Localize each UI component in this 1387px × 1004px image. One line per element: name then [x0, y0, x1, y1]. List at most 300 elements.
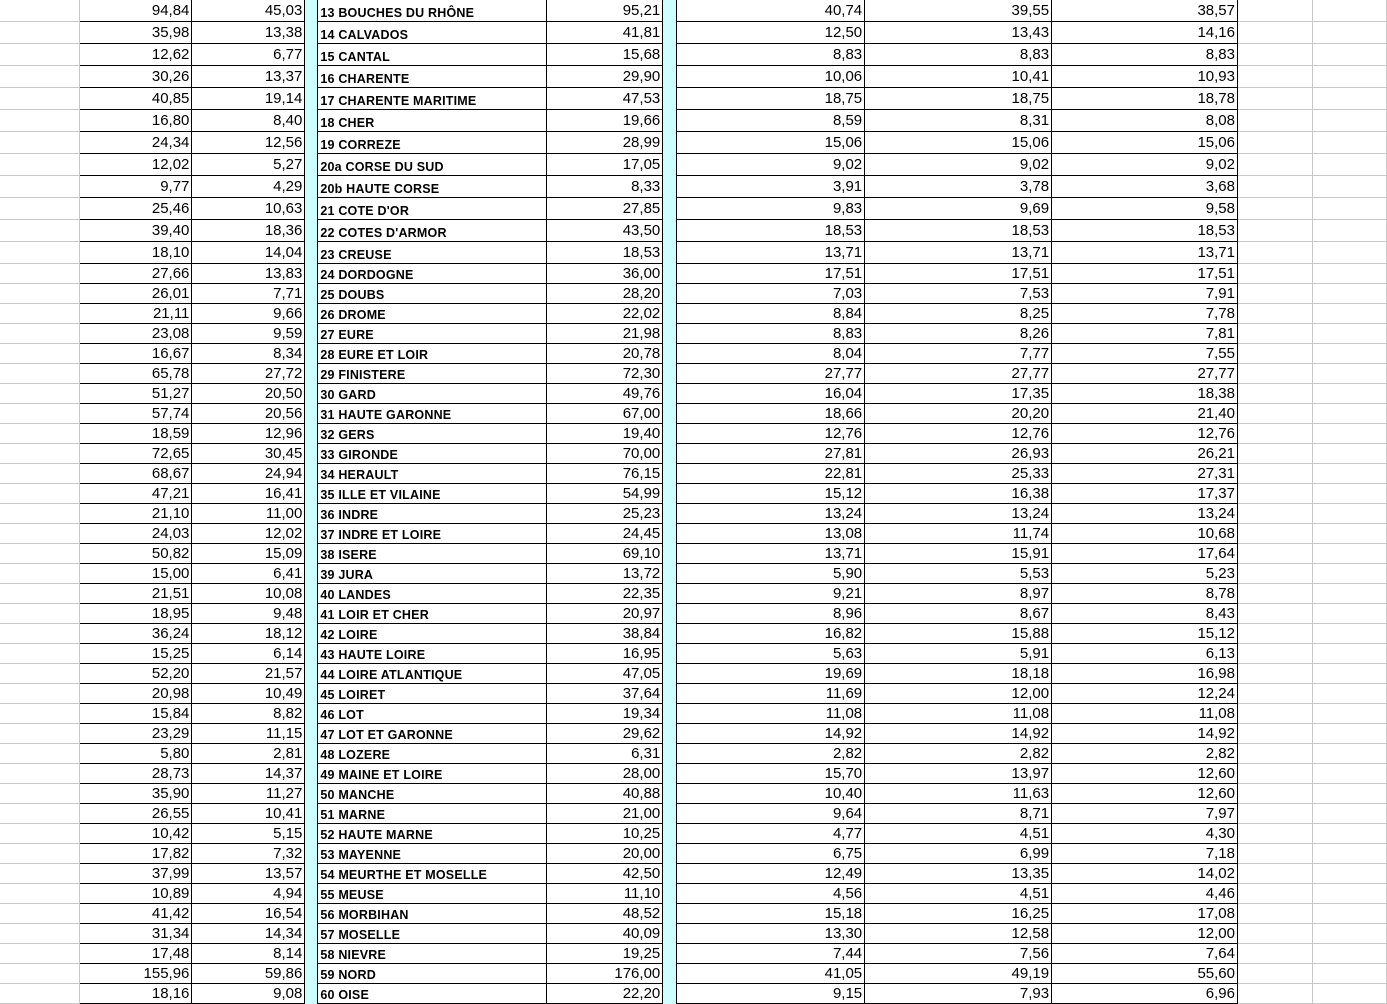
cell-value-f[interactable]: 5,53 — [865, 564, 1052, 584]
empty-cell[interactable] — [0, 154, 80, 176]
cell-value-g[interactable]: 38,57 — [1052, 0, 1238, 22]
cell-value-a[interactable]: 30,26 — [80, 66, 192, 88]
separator-cell[interactable] — [663, 904, 677, 924]
cell-value-b[interactable]: 10,63 — [192, 198, 305, 220]
empty-cell[interactable] — [1312, 242, 1386, 264]
cell-value-d[interactable]: 49,76 — [547, 384, 663, 404]
empty-cell[interactable] — [1312, 176, 1386, 198]
cell-value-b[interactable]: 20,50 — [192, 384, 305, 404]
cell-value-d[interactable]: 40,09 — [547, 924, 663, 944]
cell-value-f[interactable]: 27,77 — [865, 364, 1052, 384]
cell-value-a[interactable]: 12,02 — [80, 154, 192, 176]
cell-value-d[interactable]: 20,00 — [547, 844, 663, 864]
empty-cell[interactable] — [1312, 944, 1386, 964]
cell-department-name[interactable]: 42 LOIRE — [318, 624, 547, 644]
cell-department-name[interactable]: 28 EURE ET LOIR — [318, 344, 547, 364]
separator-cell[interactable] — [305, 524, 318, 544]
cell-value-a[interactable]: 52,20 — [80, 664, 192, 684]
cell-value-d[interactable]: 38,84 — [547, 624, 663, 644]
cell-value-d[interactable]: 48,52 — [547, 904, 663, 924]
cell-value-g[interactable]: 18,53 — [1052, 220, 1238, 242]
cell-value-e[interactable]: 27,81 — [677, 444, 865, 464]
empty-cell[interactable] — [1238, 364, 1313, 384]
separator-cell[interactable] — [305, 704, 318, 724]
cell-value-b[interactable]: 6,41 — [192, 564, 305, 584]
cell-value-b[interactable]: 6,14 — [192, 644, 305, 664]
empty-cell[interactable] — [1312, 364, 1386, 384]
empty-cell[interactable] — [1238, 904, 1313, 924]
empty-cell[interactable] — [1238, 198, 1313, 220]
cell-value-e[interactable]: 18,53 — [677, 220, 865, 242]
empty-cell[interactable] — [1312, 684, 1386, 704]
cell-value-b[interactable]: 4,94 — [192, 884, 305, 904]
cell-value-d[interactable]: 37,64 — [547, 684, 663, 704]
cell-value-f[interactable]: 7,53 — [865, 284, 1052, 304]
cell-value-a[interactable]: 9,77 — [80, 176, 192, 198]
empty-cell[interactable] — [1238, 984, 1313, 1004]
cell-value-f[interactable]: 3,78 — [865, 176, 1052, 198]
cell-value-b[interactable]: 4,29 — [192, 176, 305, 198]
cell-department-name[interactable]: 57 MOSELLE — [318, 924, 547, 944]
empty-cell[interactable] — [1312, 924, 1386, 944]
cell-value-a[interactable]: 24,03 — [80, 524, 192, 544]
empty-cell[interactable] — [1312, 784, 1386, 804]
cell-department-name[interactable]: 16 CHARENTE — [318, 66, 547, 88]
cell-department-name[interactable]: 36 INDRE — [318, 504, 547, 524]
cell-value-b[interactable]: 8,40 — [192, 110, 305, 132]
cell-value-b[interactable]: 13,38 — [192, 22, 305, 44]
cell-value-f[interactable]: 9,02 — [865, 154, 1052, 176]
cell-value-b[interactable]: 10,08 — [192, 584, 305, 604]
cell-value-e[interactable]: 13,08 — [677, 524, 865, 544]
empty-cell[interactable] — [1238, 824, 1313, 844]
separator-cell[interactable] — [663, 504, 677, 524]
separator-cell[interactable] — [663, 764, 677, 784]
cell-value-a[interactable]: 41,42 — [80, 904, 192, 924]
separator-cell[interactable] — [663, 88, 677, 110]
cell-value-g[interactable]: 26,21 — [1052, 444, 1238, 464]
empty-cell[interactable] — [1238, 604, 1313, 624]
cell-value-g[interactable]: 7,97 — [1052, 804, 1238, 824]
empty-cell[interactable] — [0, 264, 80, 284]
cell-value-d[interactable]: 19,25 — [547, 944, 663, 964]
cell-value-g[interactable]: 4,30 — [1052, 824, 1238, 844]
cell-department-name[interactable]: 25 DOUBS — [318, 284, 547, 304]
separator-cell[interactable] — [663, 444, 677, 464]
cell-value-a[interactable]: 21,51 — [80, 584, 192, 604]
cell-value-g[interactable]: 7,81 — [1052, 324, 1238, 344]
empty-cell[interactable] — [1312, 804, 1386, 824]
cell-value-d[interactable]: 76,15 — [547, 464, 663, 484]
empty-cell[interactable] — [1312, 664, 1386, 684]
empty-cell[interactable] — [1312, 884, 1386, 904]
cell-value-g[interactable]: 17,51 — [1052, 264, 1238, 284]
cell-value-e[interactable]: 12,50 — [677, 22, 865, 44]
cell-value-a[interactable]: 47,21 — [80, 484, 192, 504]
cell-value-g[interactable]: 9,58 — [1052, 198, 1238, 220]
separator-cell[interactable] — [305, 176, 318, 198]
separator-cell[interactable] — [305, 0, 318, 22]
cell-value-f[interactable]: 8,83 — [865, 44, 1052, 66]
cell-value-d[interactable]: 47,53 — [547, 88, 663, 110]
empty-cell[interactable] — [0, 884, 80, 904]
cell-value-e[interactable]: 9,83 — [677, 198, 865, 220]
empty-cell[interactable] — [0, 364, 80, 384]
separator-cell[interactable] — [305, 88, 318, 110]
empty-cell[interactable] — [0, 764, 80, 784]
separator-cell[interactable] — [305, 44, 318, 66]
cell-value-a[interactable]: 23,29 — [80, 724, 192, 744]
cell-value-d[interactable]: 36,00 — [547, 264, 663, 284]
empty-cell[interactable] — [1238, 110, 1313, 132]
cell-value-e[interactable]: 8,04 — [677, 344, 865, 364]
empty-cell[interactable] — [0, 444, 80, 464]
cell-value-b[interactable]: 12,56 — [192, 132, 305, 154]
separator-cell[interactable] — [305, 544, 318, 564]
empty-cell[interactable] — [0, 824, 80, 844]
cell-value-g[interactable]: 27,31 — [1052, 464, 1238, 484]
cell-department-name[interactable]: 52 HAUTE MARNE — [318, 824, 547, 844]
empty-cell[interactable] — [1312, 624, 1386, 644]
separator-cell[interactable] — [663, 484, 677, 504]
separator-cell[interactable] — [663, 884, 677, 904]
empty-cell[interactable] — [0, 964, 80, 984]
cell-department-name[interactable]: 20a CORSE DU SUD — [318, 154, 547, 176]
empty-cell[interactable] — [1312, 964, 1386, 984]
cell-value-e[interactable]: 11,08 — [677, 704, 865, 724]
cell-value-f[interactable]: 8,26 — [865, 324, 1052, 344]
cell-value-b[interactable]: 14,37 — [192, 764, 305, 784]
cell-value-d[interactable]: 176,00 — [547, 964, 663, 984]
cell-value-a[interactable]: 36,24 — [80, 624, 192, 644]
separator-cell[interactable] — [305, 364, 318, 384]
cell-department-name[interactable]: 55 MEUSE — [318, 884, 547, 904]
empty-cell[interactable] — [1312, 0, 1386, 22]
cell-value-g[interactable]: 13,71 — [1052, 242, 1238, 264]
cell-value-f[interactable]: 13,43 — [865, 22, 1052, 44]
cell-value-a[interactable]: 10,89 — [80, 884, 192, 904]
cell-value-g[interactable]: 8,83 — [1052, 44, 1238, 66]
empty-cell[interactable] — [0, 44, 80, 66]
separator-cell[interactable] — [663, 964, 677, 984]
cell-value-g[interactable]: 18,78 — [1052, 88, 1238, 110]
cell-value-d[interactable]: 18,53 — [547, 242, 663, 264]
cell-value-a[interactable]: 40,85 — [80, 88, 192, 110]
cell-value-g[interactable]: 12,00 — [1052, 924, 1238, 944]
cell-value-a[interactable]: 155,96 — [80, 964, 192, 984]
empty-cell[interactable] — [1312, 524, 1386, 544]
empty-cell[interactable] — [1238, 444, 1313, 464]
empty-cell[interactable] — [0, 684, 80, 704]
empty-cell[interactable] — [1238, 154, 1313, 176]
cell-value-f[interactable]: 2,82 — [865, 744, 1052, 764]
cell-value-g[interactable]: 14,02 — [1052, 864, 1238, 884]
cell-department-name[interactable]: 21 COTE D'OR — [318, 198, 547, 220]
empty-cell[interactable] — [1312, 764, 1386, 784]
separator-cell[interactable] — [663, 544, 677, 564]
cell-value-e[interactable]: 6,75 — [677, 844, 865, 864]
separator-cell[interactable] — [305, 844, 318, 864]
cell-value-e[interactable]: 15,06 — [677, 132, 865, 154]
cell-value-b[interactable]: 18,36 — [192, 220, 305, 242]
empty-cell[interactable] — [1312, 304, 1386, 324]
cell-value-f[interactable]: 8,71 — [865, 804, 1052, 824]
cell-department-name[interactable]: 26 DROME — [318, 304, 547, 324]
cell-department-name[interactable]: 27 EURE — [318, 324, 547, 344]
cell-value-a[interactable]: 15,00 — [80, 564, 192, 584]
cell-value-e[interactable]: 8,59 — [677, 110, 865, 132]
separator-cell[interactable] — [663, 824, 677, 844]
cell-value-e[interactable]: 4,77 — [677, 824, 865, 844]
empty-cell[interactable] — [0, 544, 80, 564]
cell-value-b[interactable]: 11,00 — [192, 504, 305, 524]
cell-value-f[interactable]: 18,53 — [865, 220, 1052, 242]
cell-department-name[interactable]: 19 CORREZE — [318, 132, 547, 154]
empty-cell[interactable] — [1312, 22, 1386, 44]
empty-cell[interactable] — [1238, 344, 1313, 364]
cell-value-d[interactable]: 8,33 — [547, 176, 663, 198]
empty-cell[interactable] — [1312, 132, 1386, 154]
cell-value-f[interactable]: 16,38 — [865, 484, 1052, 504]
cell-value-a[interactable]: 18,16 — [80, 984, 192, 1004]
cell-value-f[interactable]: 26,93 — [865, 444, 1052, 464]
empty-cell[interactable] — [0, 804, 80, 824]
cell-department-name[interactable]: 23 CREUSE — [318, 242, 547, 264]
cell-value-d[interactable]: 28,00 — [547, 764, 663, 784]
empty-cell[interactable] — [1238, 242, 1313, 264]
empty-cell[interactable] — [0, 584, 80, 604]
separator-cell[interactable] — [305, 66, 318, 88]
cell-value-f[interactable]: 14,92 — [865, 724, 1052, 744]
cell-value-f[interactable]: 8,31 — [865, 110, 1052, 132]
cell-value-b[interactable]: 19,14 — [192, 88, 305, 110]
cell-value-e[interactable]: 18,75 — [677, 88, 865, 110]
empty-cell[interactable] — [1238, 0, 1313, 22]
cell-value-b[interactable]: 30,45 — [192, 444, 305, 464]
empty-cell[interactable] — [0, 904, 80, 924]
cell-value-b[interactable]: 12,96 — [192, 424, 305, 444]
cell-value-b[interactable]: 11,15 — [192, 724, 305, 744]
cell-value-f[interactable]: 7,77 — [865, 344, 1052, 364]
separator-cell[interactable] — [663, 724, 677, 744]
separator-cell[interactable] — [305, 132, 318, 154]
cell-value-e[interactable]: 8,84 — [677, 304, 865, 324]
cell-value-d[interactable]: 54,99 — [547, 484, 663, 504]
cell-value-a[interactable]: 21,10 — [80, 504, 192, 524]
empty-cell[interactable] — [0, 66, 80, 88]
separator-cell[interactable] — [663, 404, 677, 424]
cell-value-e[interactable]: 12,49 — [677, 864, 865, 884]
cell-value-a[interactable]: 28,73 — [80, 764, 192, 784]
empty-cell[interactable] — [1238, 924, 1313, 944]
separator-cell[interactable] — [663, 924, 677, 944]
cell-department-name[interactable]: 54 MEURTHE ET MOSELLE — [318, 864, 547, 884]
empty-cell[interactable] — [1238, 404, 1313, 424]
separator-cell[interactable] — [305, 664, 318, 684]
separator-cell[interactable] — [663, 624, 677, 644]
cell-department-name[interactable]: 49 MAINE ET LOIRE — [318, 764, 547, 784]
cell-department-name[interactable]: 14 CALVADOS — [318, 22, 547, 44]
cell-department-name[interactable]: 58 NIEVRE — [318, 944, 547, 964]
separator-cell[interactable] — [305, 464, 318, 484]
separator-cell[interactable] — [305, 242, 318, 264]
cell-value-d[interactable]: 29,62 — [547, 724, 663, 744]
cell-value-e[interactable]: 7,44 — [677, 944, 865, 964]
cell-department-name[interactable]: 37 INDRE ET LOIRE — [318, 524, 547, 544]
cell-value-e[interactable]: 14,92 — [677, 724, 865, 744]
empty-cell[interactable] — [1312, 220, 1386, 242]
cell-value-a[interactable]: 24,34 — [80, 132, 192, 154]
separator-cell[interactable] — [663, 684, 677, 704]
separator-cell[interactable] — [305, 424, 318, 444]
cell-value-b[interactable]: 15,09 — [192, 544, 305, 564]
separator-cell[interactable] — [663, 744, 677, 764]
separator-cell[interactable] — [305, 804, 318, 824]
empty-cell[interactable] — [1312, 66, 1386, 88]
cell-value-d[interactable]: 22,35 — [547, 584, 663, 604]
cell-value-g[interactable]: 27,77 — [1052, 364, 1238, 384]
cell-value-g[interactable]: 6,13 — [1052, 644, 1238, 664]
separator-cell[interactable] — [663, 464, 677, 484]
cell-value-b[interactable]: 18,12 — [192, 624, 305, 644]
empty-cell[interactable] — [1238, 424, 1313, 444]
cell-value-b[interactable]: 8,14 — [192, 944, 305, 964]
cell-value-g[interactable]: 12,24 — [1052, 684, 1238, 704]
empty-cell[interactable] — [1312, 844, 1386, 864]
separator-cell[interactable] — [305, 264, 318, 284]
cell-value-g[interactable]: 10,93 — [1052, 66, 1238, 88]
empty-cell[interactable] — [1312, 444, 1386, 464]
cell-value-b[interactable]: 27,72 — [192, 364, 305, 384]
separator-cell[interactable] — [305, 284, 318, 304]
empty-cell[interactable] — [1238, 744, 1313, 764]
empty-cell[interactable] — [1238, 564, 1313, 584]
cell-value-a[interactable]: 35,90 — [80, 784, 192, 804]
cell-value-d[interactable]: 42,50 — [547, 864, 663, 884]
cell-value-d[interactable]: 22,20 — [547, 984, 663, 1004]
cell-value-b[interactable]: 5,15 — [192, 824, 305, 844]
cell-value-g[interactable]: 55,60 — [1052, 964, 1238, 984]
cell-department-name[interactable]: 59 NORD — [318, 964, 547, 984]
separator-cell[interactable] — [305, 22, 318, 44]
empty-cell[interactable] — [1312, 984, 1386, 1004]
empty-cell[interactable] — [0, 88, 80, 110]
cell-value-a[interactable]: 23,08 — [80, 324, 192, 344]
cell-value-d[interactable]: 29,90 — [547, 66, 663, 88]
empty-cell[interactable] — [1238, 964, 1313, 984]
cell-value-a[interactable]: 18,95 — [80, 604, 192, 624]
cell-department-name[interactable]: 15 CANTAL — [318, 44, 547, 66]
empty-cell[interactable] — [1312, 424, 1386, 444]
cell-value-e[interactable]: 8,96 — [677, 604, 865, 624]
cell-value-d[interactable]: 41,81 — [547, 22, 663, 44]
separator-cell[interactable] — [663, 804, 677, 824]
cell-value-f[interactable]: 39,55 — [865, 0, 1052, 22]
cell-value-e[interactable]: 9,21 — [677, 584, 865, 604]
cell-value-e[interactable]: 16,04 — [677, 384, 865, 404]
cell-value-a[interactable]: 18,59 — [80, 424, 192, 444]
cell-value-e[interactable]: 13,71 — [677, 242, 865, 264]
empty-cell[interactable] — [0, 324, 80, 344]
cell-value-f[interactable]: 15,06 — [865, 132, 1052, 154]
separator-cell[interactable] — [663, 424, 677, 444]
cell-value-e[interactable]: 5,90 — [677, 564, 865, 584]
cell-department-name[interactable]: 47 LOT ET GARONNE — [318, 724, 547, 744]
cell-value-d[interactable]: 11,10 — [547, 884, 663, 904]
cell-value-e[interactable]: 7,03 — [677, 284, 865, 304]
cell-value-e[interactable]: 11,69 — [677, 684, 865, 704]
cell-value-a[interactable]: 26,55 — [80, 804, 192, 824]
cell-department-name[interactable]: 33 GIRONDE — [318, 444, 547, 464]
empty-cell[interactable] — [1312, 504, 1386, 524]
cell-value-e[interactable]: 13,71 — [677, 544, 865, 564]
separator-cell[interactable] — [305, 964, 318, 984]
empty-cell[interactable] — [0, 504, 80, 524]
cell-value-g[interactable]: 7,91 — [1052, 284, 1238, 304]
cell-value-e[interactable]: 10,06 — [677, 66, 865, 88]
cell-value-b[interactable]: 13,57 — [192, 864, 305, 884]
cell-value-b[interactable]: 45,03 — [192, 0, 305, 22]
separator-cell[interactable] — [663, 384, 677, 404]
empty-cell[interactable] — [1312, 154, 1386, 176]
cell-value-f[interactable]: 20,20 — [865, 404, 1052, 424]
separator-cell[interactable] — [663, 0, 677, 22]
empty-cell[interactable] — [0, 944, 80, 964]
empty-cell[interactable] — [1312, 264, 1386, 284]
separator-cell[interactable] — [663, 784, 677, 804]
separator-cell[interactable] — [305, 154, 318, 176]
cell-value-g[interactable]: 21,40 — [1052, 404, 1238, 424]
cell-value-f[interactable]: 13,24 — [865, 504, 1052, 524]
empty-cell[interactable] — [1312, 110, 1386, 132]
empty-cell[interactable] — [1238, 264, 1313, 284]
empty-cell[interactable] — [1312, 824, 1386, 844]
separator-cell[interactable] — [663, 664, 677, 684]
cell-value-e[interactable]: 3,91 — [677, 176, 865, 198]
empty-cell[interactable] — [0, 198, 80, 220]
separator-cell[interactable] — [305, 764, 318, 784]
empty-cell[interactable] — [1312, 324, 1386, 344]
cell-value-g[interactable]: 8,78 — [1052, 584, 1238, 604]
cell-value-a[interactable]: 17,48 — [80, 944, 192, 964]
cell-value-b[interactable]: 9,08 — [192, 984, 305, 1004]
cell-value-f[interactable]: 8,25 — [865, 304, 1052, 324]
separator-cell[interactable] — [663, 176, 677, 198]
empty-cell[interactable] — [0, 844, 80, 864]
empty-cell[interactable] — [0, 0, 80, 22]
cell-value-f[interactable]: 13,97 — [865, 764, 1052, 784]
empty-cell[interactable] — [1238, 220, 1313, 242]
empty-cell[interactable] — [1238, 664, 1313, 684]
separator-cell[interactable] — [663, 304, 677, 324]
empty-cell[interactable] — [1312, 704, 1386, 724]
cell-value-f[interactable]: 7,56 — [865, 944, 1052, 964]
separator-cell[interactable] — [663, 704, 677, 724]
separator-cell[interactable] — [663, 220, 677, 242]
cell-value-d[interactable]: 13,72 — [547, 564, 663, 584]
cell-value-e[interactable]: 22,81 — [677, 464, 865, 484]
cell-value-f[interactable]: 12,76 — [865, 424, 1052, 444]
cell-value-a[interactable]: 68,67 — [80, 464, 192, 484]
empty-cell[interactable] — [1238, 864, 1313, 884]
cell-value-d[interactable]: 43,50 — [547, 220, 663, 242]
cell-value-e[interactable]: 18,66 — [677, 404, 865, 424]
empty-cell[interactable] — [0, 744, 80, 764]
cell-value-b[interactable]: 24,94 — [192, 464, 305, 484]
cell-value-e[interactable]: 17,51 — [677, 264, 865, 284]
separator-cell[interactable] — [305, 924, 318, 944]
cell-value-d[interactable]: 70,00 — [547, 444, 663, 464]
